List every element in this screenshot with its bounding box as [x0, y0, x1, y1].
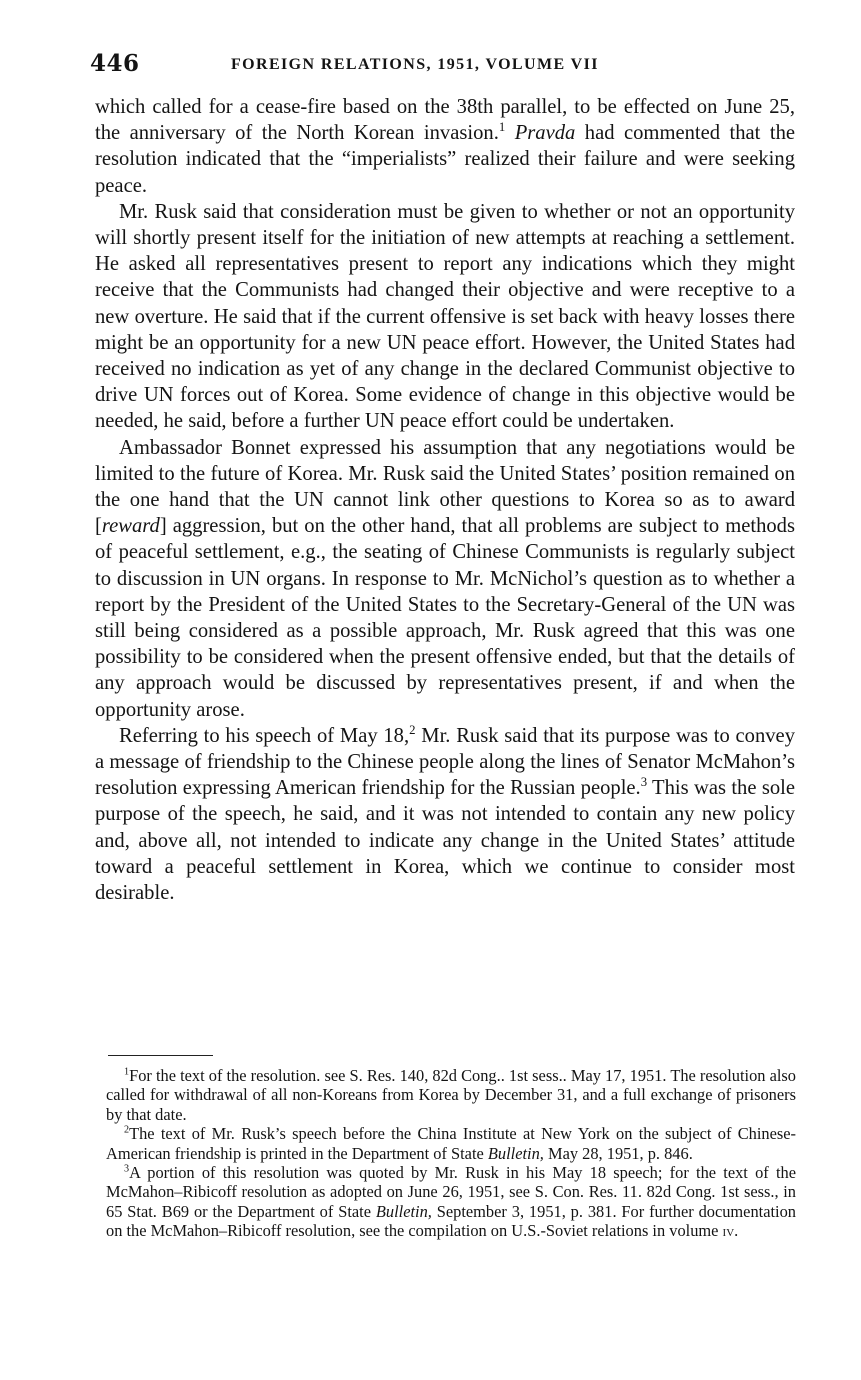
p4-part1: Referring to his speech of May 18,: [119, 724, 410, 747]
paragraph-1: [95, 94, 795, 199]
p3-italic: reward: [101, 515, 160, 538]
body-text: [95, 94, 795, 906]
footnote-2-italic: Bulletin,: [487, 1143, 544, 1163]
footnote-2-marker: 2: [124, 1124, 130, 1136]
paragraph-2: Mr. Rusk said that consideration must be given to whether or not an opportunity will shortly present itself for the initiation of new attempts at reaching a settlement. He asked all representatives present to report any indications which they might receive that the Communists had changed their objective and were receptive to a new overture. He said that if the current offensive is set back with heavy losses there might be an opportunity for a new UN peace effort. However, the United States had received no indication as yet of any change in the declared Communist objective to drive UN forces out of Korea. Some evidence of change in this objective would be needed, he said, before a further UN peace effort could be undertaken.: [95, 200, 795, 433]
p1-italic: Pravda: [514, 122, 576, 145]
footnote-1-text: For the text of the resolution. see S. Res. 140, 82d Cong.. 1st sess.. May 17, 1951. The resolution also called for withdrawal of all non-Koreans from Korea by December 31, and a full exchange of prisoners by that date.: [106, 1066, 796, 1124]
footnote-2-text: The text of Mr. Rusk’s speech before the China Institute at New York on the subject of Chinese-American friendship is printed in the Department of State: [106, 1124, 796, 1163]
footnote-2: [106, 1124, 796, 1163]
footnote-ref-3: 3: [640, 775, 648, 790]
footnote-2-after: May 28, 1951, p. 846.: [548, 1143, 693, 1163]
footnote-3-text: A portion of this resolution was quoted by Mr. Rusk in his May 18 speech; for the text of the McMahon–Ribicoff resolution as adopted on June 26, 1951, see S. Con. Res. 11. 82d Cong. 1st sess., in 65 Stat. B69 or the Department of State: [106, 1163, 796, 1221]
page-number: 446: [90, 50, 140, 77]
p3-text-after: ] aggression, but on the other hand, that all problems are subject to methods of peaceful settlement, e.g., the seating of Chinese Communists is regularly subject to discussion in UN organs. In response to Mr. McNichol’s question as to whether a report by the President of the United States to the Secretary-General of the UN was still being considered as a possible approach, Mr. Rusk agreed that this was one possibility to be considered when the present offensive ended, but that the details of any approach would be discussed by representatives present, if and when the opportunity arose.: [95, 515, 795, 721]
p1-text: which called for a cease-fire based on the 38th parallel, to be effected on June 25, the anniversary of the North Korean invasion.: [95, 96, 795, 145]
footnote-divider: [108, 1055, 213, 1056]
footnotes: [106, 1066, 796, 1241]
footnote-3: [106, 1163, 796, 1241]
running-title: FOREIGN RELATIONS, 1951, VOLUME VII: [231, 56, 599, 73]
footnote-1-marker: 1: [124, 1066, 130, 1078]
footnote-3-after: September 3, 1951, p. 381. For further documentation on the McMahon–Ribicoff resolution, see the compilation on U.S.-Soviet relations in volume: [106, 1201, 796, 1241]
paragraph-3: [95, 435, 795, 723]
footnote-1: [106, 1066, 796, 1124]
footnote-3-volume: iv.: [722, 1221, 739, 1241]
footnote-ref-1: 1: [498, 120, 506, 135]
running-head: [88, 50, 788, 80]
p1-text-after: had commented that the resolution indicated that the “imperialists” realized their failure and were seeking peace.: [95, 122, 796, 197]
footnote-3-marker: 3: [124, 1163, 130, 1175]
footnote-ref-2: 2: [409, 722, 416, 737]
footnote-3-italic: Bulletin,: [375, 1201, 432, 1221]
p3-text: Ambassador Bonnet expressed his assumption that any negotiations would be limited to the future of Korea. Mr. Rusk said the United States’ position remained on the one hand that the UN cannot link other questions to Korea so as to award [: [95, 436, 795, 538]
p4-part3: This was the sole purpose of the speech, he said, and it was not intended to contain any new policy and, above all, not intended to indicate any change in the United States’ attitude toward a peaceful settlement in Korea, which we continue to consider most desirable.: [95, 777, 795, 905]
p4-part2: Mr. Rusk said that its purpose was to convey a message of friendship to the Chinese people along the lines of Senator McMahon’s resolution expressing American friendship for the Russian people.: [95, 724, 795, 800]
paragraph-4: [95, 723, 795, 906]
